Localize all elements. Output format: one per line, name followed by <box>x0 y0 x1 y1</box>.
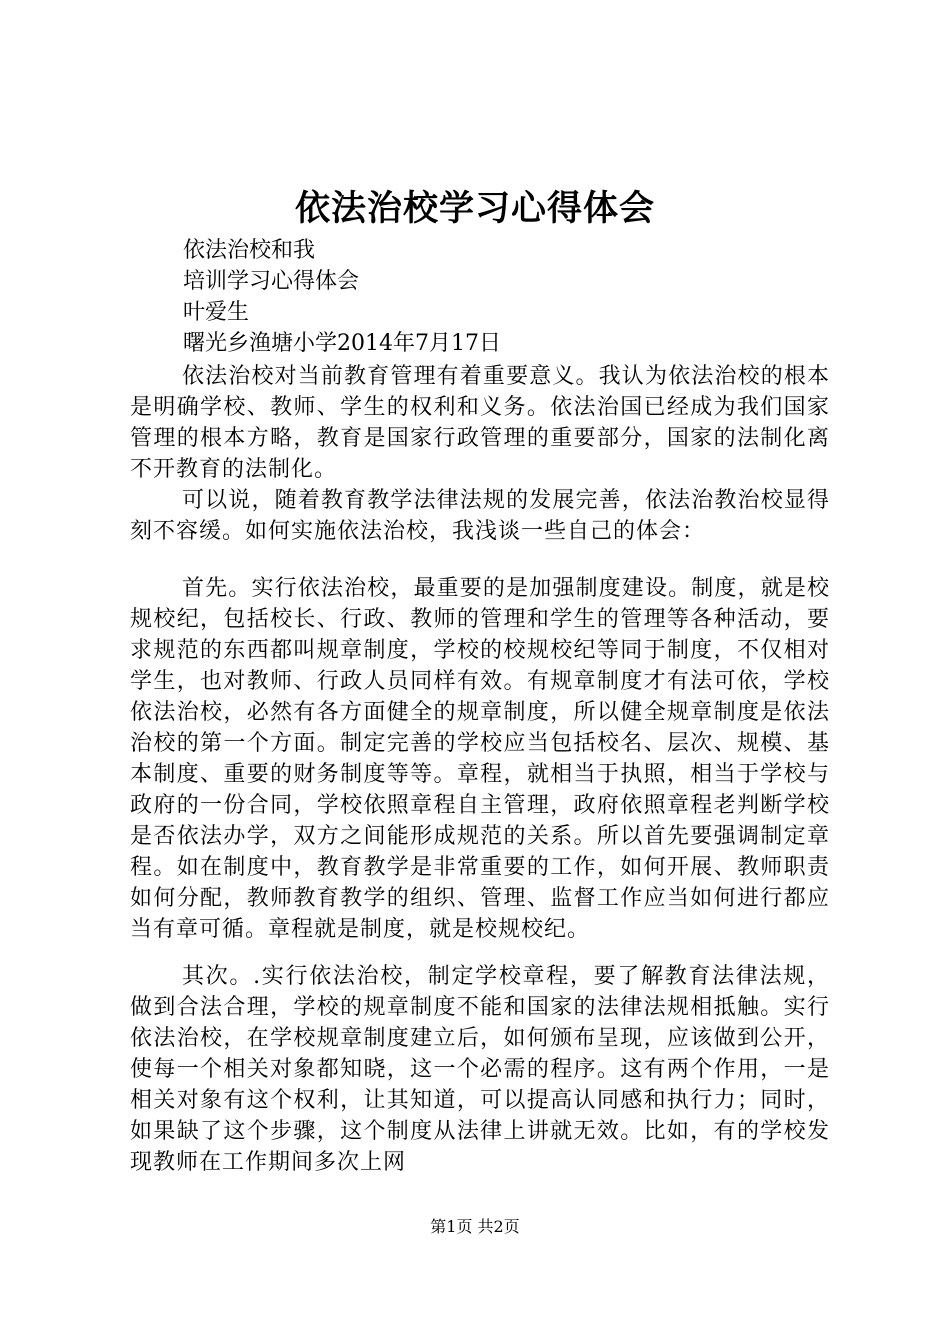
body-paragraph-1: 依法治校对当前教育管理有着重要意义。我认为依法治校的根本是明确学校、教师、学生的权利和义务。依法治国已经成为我们国家管理的根本方略，教育是国家行政管理的重要部分，国家的法制化离不开教育的法制化。 <box>130 364 830 482</box>
body-paragraph-2: 可以说，随着教育教学法律法规的发展完善，依法治教治校显得刻不容缓。如何实施依法治校，我浅谈一些自己的体会： <box>130 488 830 544</box>
page-number-footer: 第1页 共2页 <box>430 1217 520 1236</box>
school-and-date: 曙光乡渔塘小学2014年7月17日 <box>183 331 501 356</box>
body-paragraph-3: 首先。实行依法治校，最重要的是加强制度建设。制度，就是校规校纪，包括校长、行政、教师的管理和学生的管理等各种活动，要求规范的东西都叫规章制度，学校的校规校纪等同于制度，不仅相对学生，也对教师、行政人员同样有效。有规章制度才有法可依，学校依法治校，必然有各方面健全的规章制度，所以健全规章制度是依法治校的第一个方面。制定完善的学校应当包括校名、层次、规模、基本制度、重要的财务制度等等。章程，就相当于执照，相当于学校与政府的一份合同，学校依照章程自主管理，政府依照章程老判断学校是否依法办学，双方之间能形成规范的关系。所以首先要强调制定章程。如在制度中，教育教学是非常重要的工作，如何开展、教师职责如何分配，教师教育教学的组织、管理、监督工作应当如何进行都应当有章可循。章程就是制度，就是校规校纪。 <box>130 576 830 942</box>
author-name: 叶爱生 <box>183 300 250 325</box>
subtitle-line: 依法治校和我 <box>183 238 316 263</box>
subtitle-line-2: 培训学习心得体会 <box>183 269 360 294</box>
body-paragraph-4: 其次。.实行依法治校，制定学校章程，要了解教育法律法规，做到合法合理，学校的规章制度不能和国家的法律法规相抵触。实行依法治校，在学校规章制度建立后，如何颁布呈现，应该做到公开，使每一个相关对象都知晓，这一个必需的程序。这有两个作用，一是相关对象有这个权利，让其知道，可以提高认同感和执行力；同时，如果缺了这个步骤，这个制度从法律上讲就无效。比如，有的学校发现教师在工作期间多次上网 <box>130 964 830 1175</box>
document-title: 依法治校学习心得体会 <box>294 188 655 229</box>
